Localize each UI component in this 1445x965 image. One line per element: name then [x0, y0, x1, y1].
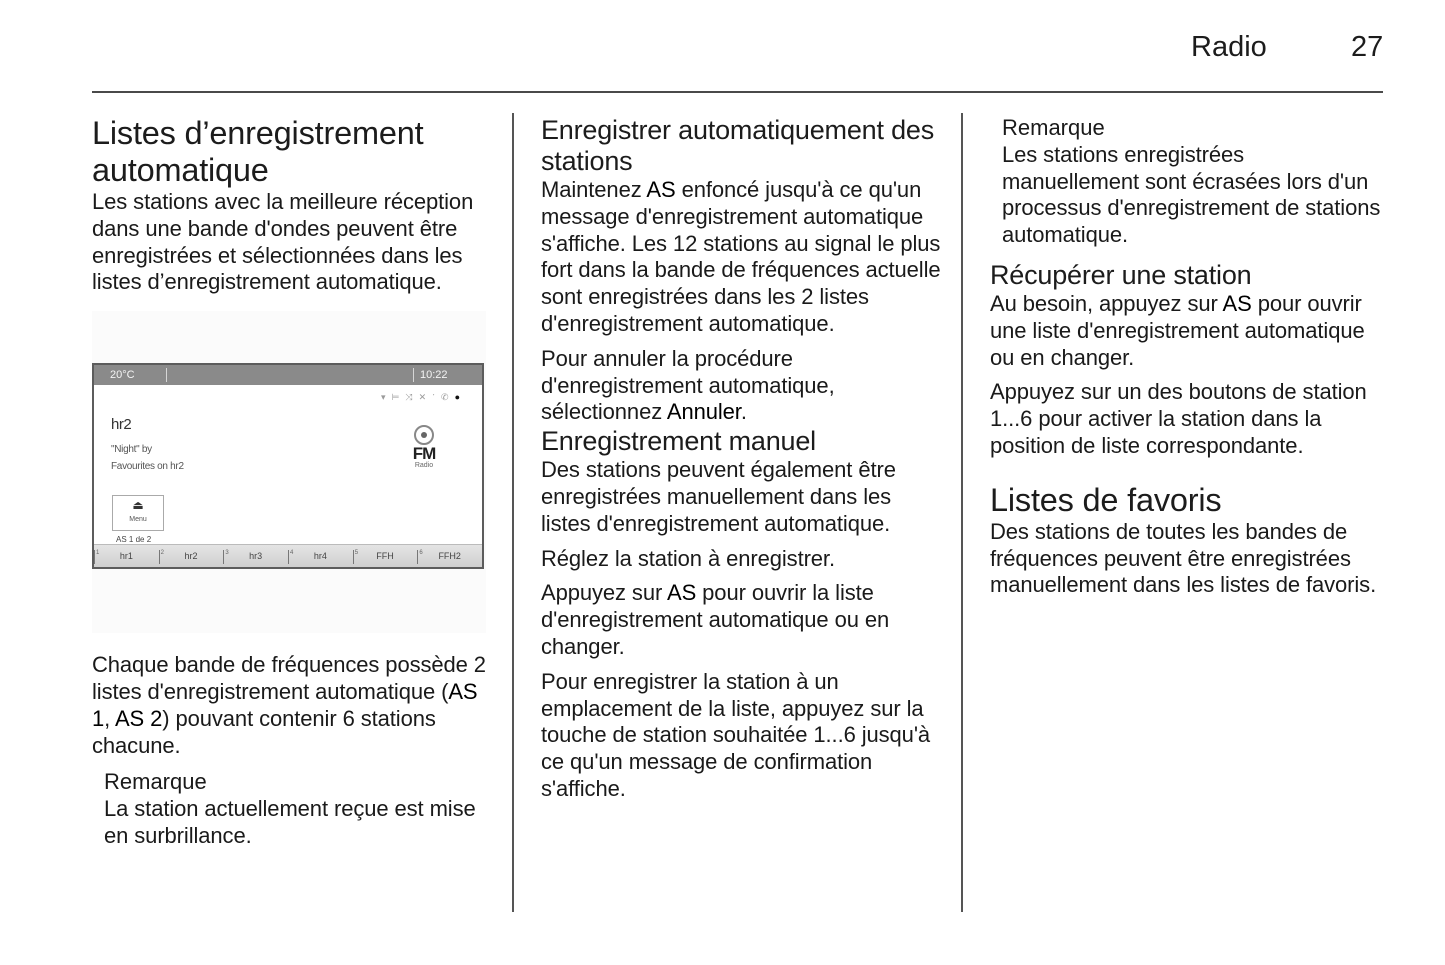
note-box	[92, 769, 492, 849]
note-label: Remarque	[1002, 115, 1105, 140]
column-2	[541, 115, 941, 803]
mute-icon: ॱ	[432, 392, 442, 403]
menu-icon: ⏏	[132, 498, 144, 513]
preset-button[interactable]: 2 hr2	[159, 545, 224, 567]
track-info-line: Favourites on hr2	[111, 461, 184, 473]
preset-button[interactable]: 1 hr1	[94, 545, 159, 567]
column-divider	[961, 113, 963, 912]
preset-bar	[94, 544, 482, 567]
status-separator	[413, 368, 414, 382]
key-annuler: Annuler	[666, 399, 741, 425]
preset-button[interactable]: 5 FFH	[353, 545, 418, 567]
page-number: 27	[1351, 31, 1384, 63]
section-heading: Enregistrement manuel	[541, 426, 816, 457]
preset-button[interactable]: 3 hr3	[223, 545, 288, 567]
section-heading: Récupérer une station	[990, 259, 1252, 290]
radio-screen-figure	[92, 311, 486, 633]
infotainment-screen	[92, 363, 484, 569]
menu-button[interactable]	[112, 495, 164, 531]
status-icons	[381, 390, 460, 403]
paragraph: Des stations peuvent également être enregistrées manuellement dans les listes d'enregistrement automatique.	[541, 457, 896, 536]
status-separator	[166, 368, 167, 382]
track-info-line: "Night" by	[111, 444, 152, 456]
key-as: AS	[667, 580, 697, 606]
note-text: La station actuellement reçue est mise en surbrillance.	[104, 796, 476, 848]
radio-wave-icon	[414, 425, 434, 445]
section-heading: Listes de favoris	[990, 481, 1222, 518]
paragraph: Appuyez sur un des boutons de station 1...6 pour activer la station dans la position de liste correspondante.	[990, 379, 1367, 458]
station-name: hr2	[111, 416, 132, 434]
menu-label: Menu	[129, 516, 147, 524]
paragraph: Au besoin, appuyez sur AS pour ouvrir une liste d'enregistrement automatique ou en changer.	[990, 290, 1365, 370]
band-sublabel: Radio	[414, 462, 434, 470]
status-bar	[94, 365, 482, 385]
bluetooth-icon: ●	[454, 392, 460, 403]
wifi-icon: ▾	[381, 392, 392, 403]
paragraph: Pour annuler la procédure d'enregistrement automatique, sélectionnez Annuler.	[541, 345, 835, 425]
paragraph: Pour enregistrer la station à un emplacement de la liste, appuyez sur la touche de station souhaitée 1...6 jusqu'à ce qu'un message de confirmation s'affiche.	[541, 668, 931, 801]
paragraph: Appuyez sur AS pour ouvrir la liste d'enregistrement automatique ou en changer.	[541, 580, 890, 659]
temperature-readout: 20°C	[110, 369, 135, 382]
section-heading: Listes d’enregistrement automatique	[92, 115, 424, 188]
shuffle-icon: ⤨	[405, 392, 419, 403]
column-divider	[512, 113, 514, 912]
running-header-section: Radio	[1191, 31, 1267, 63]
key-as: AS	[646, 177, 676, 202]
key-as: AS	[1222, 290, 1252, 316]
note-text: Les stations enregistrées manuellement sont écrasées lors d'un processus d'enregistrement de stations automatique.	[1002, 141, 1381, 248]
header-rule	[92, 91, 1383, 93]
repeat-icon: ✕	[418, 392, 433, 403]
paragraph: Réglez la station à enregistrer.	[541, 545, 835, 571]
as-lists-paragraph: Chaque bande de fréquences possède 2 listes d'enregistrement automatique (AS 1, AS 2) pouvant contenir 6 stations chacune.	[92, 652, 486, 758]
intro-paragraph: Les stations avec la meilleure réception dans une bande d'ondes peuvent être enregistrées et sélectionnées dans les listes d’enregistrement automatique.	[92, 189, 474, 295]
band-label: FM	[412, 444, 436, 464]
key-as1: AS 1	[92, 678, 478, 731]
preset-button[interactable]: 6 FFH2	[417, 545, 482, 567]
fm-radio-logo	[406, 425, 442, 470]
clock-readout: 10:22	[420, 369, 448, 382]
as-list-indicator: AS 1 de 2	[116, 535, 152, 545]
section-heading: Enregistrer automatiquement des stations	[541, 115, 935, 176]
traffic-icon: ⊨	[391, 392, 406, 403]
column-3	[990, 115, 1385, 599]
paragraph: Maintenez AS enfoncé jusqu'à ce qu'un message d'enregistrement automatique s'affiche. Les 12 stations au signal le plus fort dans la bande de fréquences actuelle sont enregistrées dans les 2 listes d'enregistrement automatique.	[541, 177, 941, 336]
key-as2: AS 2	[114, 705, 163, 731]
preset-button[interactable]: 4 hr4	[288, 545, 353, 567]
phone-icon: ✆	[441, 392, 455, 403]
note-label: Remarque	[104, 769, 207, 795]
column-1	[92, 115, 492, 850]
note-box	[990, 115, 1385, 249]
paragraph: Des stations de toutes les bandes de fréquences peuvent être enregistrées manuellement dans les listes de favoris.	[990, 518, 1377, 598]
